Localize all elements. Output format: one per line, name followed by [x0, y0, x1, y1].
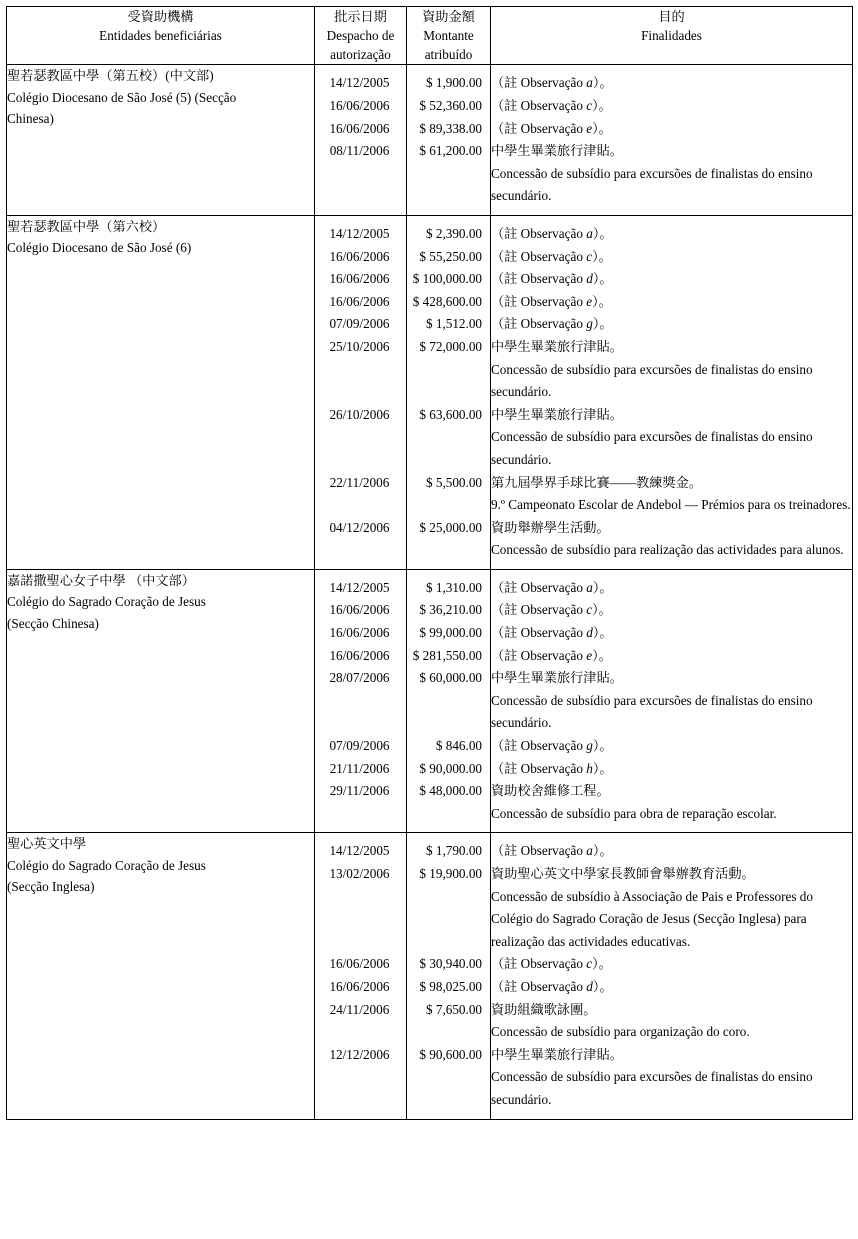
amount-cell-line: $ 60,000.00 — [419, 670, 482, 686]
table-row — [7, 215, 853, 569]
purpose-line: 第九屆學界手球比賽——教練獎金。 — [491, 474, 702, 490]
amount-cell-line: $ 63,600.00 — [419, 406, 482, 422]
purpose-line: （註 Observação e）。 — [491, 293, 612, 309]
entity-cell — [7, 833, 315, 1119]
amount-cell-line — [407, 1066, 490, 1111]
cell-pad — [407, 570, 490, 577]
cell-pad — [315, 65, 406, 72]
header-amount-pt1: Montante — [423, 28, 474, 44]
amount-cell-line: $ 1,512.00 — [425, 316, 482, 332]
header-amount — [407, 7, 491, 65]
date-cell-line — [315, 886, 406, 954]
cell-pad — [491, 208, 852, 215]
cell-pad — [315, 570, 406, 577]
table-header — [7, 7, 853, 65]
purpose-line: （註 Observação a）。 — [491, 579, 613, 595]
date-cell-line: 25/10/2006 — [329, 338, 390, 354]
amount-cell-line: $ 5,500.00 — [425, 474, 482, 490]
header-purpose-pt: Finalidades — [641, 28, 702, 44]
purpose-line: Concessão de subsídio para realização das actividades para alunos. — [491, 542, 844, 558]
header-row — [7, 7, 853, 65]
purpose-cell — [491, 65, 853, 216]
header-date-zh: 批示日期 — [334, 9, 387, 24]
amount-cell-line: $ 7,650.00 — [425, 1001, 482, 1017]
entity-name-zh: 聖心英文中學 — [7, 836, 87, 852]
amount-cell — [407, 215, 491, 569]
cell-pad — [491, 833, 852, 840]
date-cell — [315, 569, 407, 833]
amount-cell-line — [407, 690, 490, 735]
purpose-line: （註 Observação c）。 — [491, 248, 612, 264]
amount-cell-line — [407, 886, 490, 954]
cell-pad — [315, 1112, 406, 1119]
date-cell-line: 28/07/2006 — [329, 670, 390, 686]
entity-name-pt: Colégio do Sagrado Coração de Jesus — [7, 594, 206, 610]
date-cell-line: 08/11/2006 — [329, 143, 390, 159]
amount-cell — [407, 65, 491, 216]
date-cell-line: 24/11/2006 — [329, 1001, 390, 1017]
cell-pad — [491, 65, 852, 72]
amount-cell-line: $ 2,390.00 — [425, 225, 482, 241]
date-cell-line: 26/10/2006 — [329, 406, 390, 422]
amount-cell-line: $ 100,000.00 — [412, 271, 482, 287]
purpose-line: 資助組織歌詠團。 — [491, 1001, 597, 1017]
cell-pad — [315, 825, 406, 832]
amount-cell-line: $ 98,025.00 — [419, 978, 482, 994]
amount-cell-line — [407, 1021, 490, 1044]
date-cell-line: 12/12/2006 — [329, 1046, 390, 1062]
date-cell-line: 07/09/2006 — [329, 738, 390, 754]
date-cell — [315, 65, 407, 216]
purpose-cell — [491, 215, 853, 569]
date-cell-line: 16/06/2006 — [329, 647, 390, 663]
purpose-line: 中學生畢業旅行津貼。 — [491, 143, 623, 159]
cell-pad — [315, 833, 406, 840]
date-cell — [315, 215, 407, 569]
header-purpose-zh: 目的 — [658, 9, 685, 24]
cell-pad — [491, 570, 852, 577]
purpose-line: Concessão de subsídio para excursões de finalistas do ensino secundário. — [491, 361, 813, 400]
purpose-line: （註 Observação c）。 — [491, 602, 612, 618]
entity-name-zh: 聖若瑟教區中學（第五校）(中文部) — [7, 68, 214, 84]
purpose-line: （註 Observação a）。 — [491, 75, 613, 91]
purpose-line: 中學生畢業旅行津貼。 — [491, 1046, 623, 1062]
entity-name-pt: Colégio Diocesano de São José (5) (Secção — [7, 89, 237, 105]
date-cell-line: 04/12/2006 — [329, 519, 390, 535]
purpose-line: （註 Observação a）。 — [491, 843, 613, 859]
amount-cell-line: $ 36,210.00 — [419, 602, 482, 618]
amount-cell-line: $ 1,900.00 — [425, 75, 482, 91]
purpose-line: （註 Observação g）。 — [491, 738, 613, 754]
purpose-line: （註 Observação e）。 — [491, 647, 612, 663]
date-cell-line: 16/06/2006 — [329, 271, 390, 287]
date-cell-line — [315, 163, 406, 208]
purpose-line: （註 Observação d）。 — [491, 625, 613, 641]
date-cell-line — [315, 1021, 406, 1044]
cell-pad — [315, 208, 406, 215]
entity-name-pt-cont: Chinesa) — [7, 111, 54, 127]
entity-name-pt-cont: (Secção Chinesa) — [7, 615, 99, 631]
entity-name-zh: 聖若瑟教區中學（第六校） — [7, 218, 166, 234]
purpose-cell — [491, 833, 853, 1119]
date-cell-line — [315, 426, 406, 471]
date-cell — [315, 833, 407, 1119]
purpose-line: Concessão de subsídio para organização do coro. — [491, 1024, 750, 1040]
amount-cell-line: $ 90,000.00 — [419, 760, 482, 776]
date-cell-line — [315, 494, 406, 517]
entity-name-pt: Colégio do Sagrado Coração de Jesus — [7, 857, 206, 873]
date-cell-line: 16/06/2006 — [329, 120, 390, 136]
purpose-line: Concessão de subsídio à Associação de Pais e Professores do Colégio do Sagrado Coração de Jesus (Secção Inglesa) para realização das actividades educativas. — [491, 888, 813, 949]
amount-cell-line: $ 72,000.00 — [419, 338, 482, 354]
date-cell-line — [315, 690, 406, 735]
date-cell-line: 16/06/2006 — [329, 978, 390, 994]
purpose-line: （註 Observação h）。 — [491, 760, 613, 776]
amount-cell-line: $ 52,360.00 — [419, 98, 482, 114]
entity-name-zh: 嘉諾撒聖心女子中學 （中文部） — [7, 572, 195, 588]
purpose-line: Concessão de subsídio para excursões de finalistas do ensino secundário. — [491, 429, 813, 467]
cell-pad — [407, 216, 490, 223]
amount-cell-line: $ 428,600.00 — [412, 293, 482, 309]
cell-pad — [407, 1112, 490, 1119]
amount-cell-line: $ 19,900.00 — [419, 866, 482, 882]
cell-pad — [491, 562, 852, 569]
date-cell-line: 14/12/2005 — [329, 579, 390, 595]
table-row — [7, 833, 853, 1119]
date-cell-line — [315, 1066, 406, 1111]
date-cell-line: 14/12/2005 — [329, 225, 390, 241]
purpose-line: （註 Observação d）。 — [491, 978, 613, 994]
purpose-line: （註 Observação c）。 — [491, 956, 612, 972]
cell-pad — [407, 562, 490, 569]
table-row — [7, 569, 853, 833]
amount-cell-line: $ 61,200.00 — [419, 143, 482, 159]
date-cell-line: 22/11/2006 — [329, 474, 390, 490]
cell-pad — [491, 825, 852, 832]
amount-cell-line: $ 25,000.00 — [419, 519, 482, 535]
amount-cell-line: $ 846.00 — [435, 738, 482, 754]
purpose-line: 中學生畢業旅行津貼。 — [491, 406, 623, 422]
amount-cell-line: $ 48,000.00 — [419, 783, 482, 799]
cell-pad — [407, 825, 490, 832]
entity-cell — [7, 215, 315, 569]
purpose-line: 資助校舍維修工程。 — [491, 783, 610, 799]
header-date — [315, 7, 407, 65]
amount-cell-line: $ 1,790.00 — [425, 843, 482, 859]
purpose-line: （註 Observação e）。 — [491, 120, 612, 136]
purpose-line: （註 Observação c）。 — [491, 98, 612, 114]
header-date-pt2: autorização — [330, 47, 391, 63]
entity-cell — [7, 569, 315, 833]
entity-cell — [7, 65, 315, 216]
date-cell-line: 13/02/2006 — [329, 866, 390, 882]
purpose-line: 中學生畢業旅行津貼。 — [491, 338, 623, 354]
date-cell-line: 16/06/2006 — [329, 98, 390, 114]
purpose-line: Concessão de subsídio para excursões de finalistas do ensino secundário. — [491, 1069, 813, 1107]
purpose-cell — [491, 569, 853, 833]
purpose-line: （註 Observação g）。 — [491, 316, 613, 332]
date-cell-line: 21/11/2006 — [329, 760, 390, 776]
purpose-line: Concessão de subsídio para excursões de finalistas do ensino secundário. — [491, 165, 813, 204]
entity-name-pt-cont: (Secção Inglesa) — [7, 879, 95, 895]
header-entities-pt: Entidades beneficiárias — [99, 28, 222, 44]
header-entities-zh: 受資助機構 — [127, 9, 194, 24]
purpose-line: Concessão de subsídio para obra de reparação escolar. — [491, 805, 777, 821]
cell-pad — [491, 1112, 852, 1119]
amount-cell-line — [407, 494, 490, 517]
amount-cell-line: $ 1,310.00 — [425, 579, 482, 595]
amount-cell-line — [407, 163, 490, 208]
amount-cell-line: $ 55,250.00 — [419, 248, 482, 264]
amount-cell-line — [407, 359, 490, 404]
header-date-pt1: Despacho de — [326, 28, 395, 44]
cell-pad — [407, 65, 490, 72]
date-cell-line: 14/12/2005 — [329, 843, 390, 859]
header-entities — [7, 7, 315, 65]
date-cell-line: 16/06/2006 — [329, 602, 390, 618]
date-cell-line — [315, 803, 406, 826]
purpose-line: 9.º Campeonato Escolar de Andebol — Prémios para os treinadores. — [491, 497, 851, 513]
date-cell-line: 29/11/2006 — [329, 783, 390, 799]
date-cell-line: 16/06/2006 — [329, 293, 390, 309]
purpose-line: Concessão de subsídio para excursões de finalistas do ensino secundário. — [491, 692, 813, 731]
cell-pad — [407, 208, 490, 215]
amount-cell-line: $ 30,940.00 — [419, 956, 482, 972]
purpose-line: （註 Observação d）。 — [491, 271, 613, 287]
entity-name-pt: Colégio Diocesano de São José (6) — [7, 240, 192, 256]
date-cell-line — [315, 359, 406, 404]
amount-cell-line — [407, 539, 490, 562]
amount-cell-line — [407, 803, 490, 826]
amount-cell-line: $ 89,338.00 — [419, 120, 482, 136]
purpose-line: 資助聖心英文中學家長教師會舉辦教育活動。 — [491, 866, 755, 882]
table-row — [7, 65, 853, 216]
purpose-line: 資助舉辦學生活動。 — [491, 519, 610, 535]
grant-table — [6, 6, 853, 1120]
cell-pad — [491, 216, 852, 223]
purpose-line: （註 Observação a）。 — [491, 225, 613, 241]
date-cell-line: 14/12/2005 — [329, 75, 390, 91]
cell-pad — [315, 562, 406, 569]
amount-cell — [407, 833, 491, 1119]
date-cell-line: 16/06/2006 — [329, 625, 390, 641]
amount-cell-line: $ 281,550.00 — [412, 647, 482, 663]
purpose-line: 中學生畢業旅行津貼。 — [491, 670, 623, 686]
date-cell-line: 16/06/2006 — [329, 956, 390, 972]
header-amount-zh: 資助金額 — [422, 9, 475, 24]
table-body — [7, 65, 853, 1119]
date-cell-line — [315, 539, 406, 562]
amount-cell-line: $ 90,600.00 — [419, 1046, 482, 1062]
header-amount-pt2: atribuído — [424, 47, 473, 63]
date-cell-line: 07/09/2006 — [329, 316, 390, 332]
amount-cell-line — [407, 426, 490, 471]
cell-pad — [315, 216, 406, 223]
amount-cell — [407, 569, 491, 833]
cell-pad — [407, 833, 490, 840]
date-cell-line: 16/06/2006 — [329, 248, 390, 264]
amount-cell-line: $ 99,000.00 — [419, 625, 482, 641]
header-purpose — [491, 7, 853, 65]
